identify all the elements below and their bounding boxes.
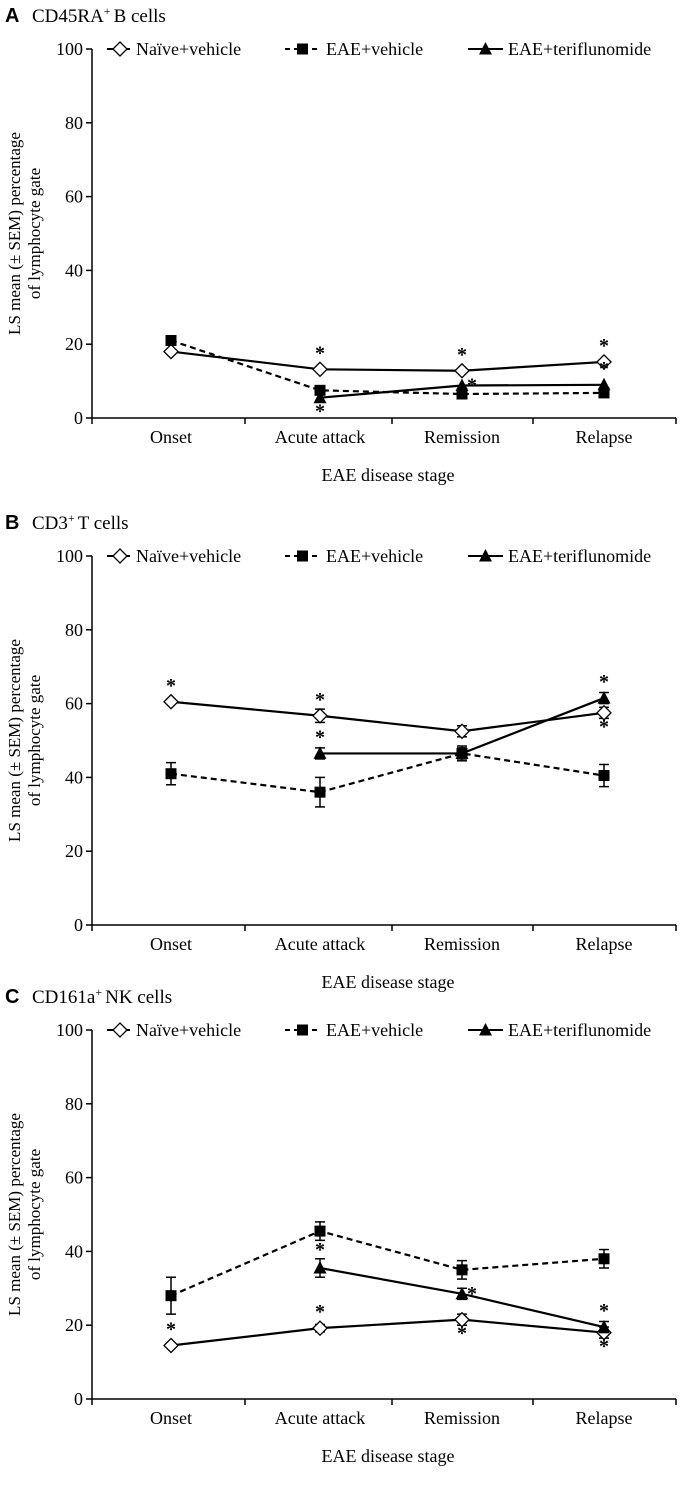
data-point [166, 1290, 177, 1301]
data-point [599, 1253, 610, 1264]
y-tick-label: 40 [65, 767, 83, 788]
series-square [166, 1222, 610, 1314]
y-tick-label: 20 [65, 1315, 83, 1336]
legend-label: Naïve+vehicle [136, 1020, 242, 1040]
panel-title [32, 511, 129, 534]
data-point [314, 1261, 327, 1274]
y-axis-title-line2: of lymphocyte gate [25, 674, 44, 807]
data-point [164, 1338, 178, 1352]
series-diamond [164, 675, 611, 739]
significance-star: * [315, 1238, 325, 1261]
series-line [171, 753, 604, 792]
panel-c [5, 985, 676, 1466]
series-square [166, 335, 610, 400]
significance-star: * [599, 1335, 609, 1358]
legend-label: EAE+vehicle [326, 39, 424, 59]
panel-title-main: CD45RA [32, 6, 104, 27]
significance-star: * [166, 674, 176, 697]
series-diamond [164, 335, 611, 378]
y-tick-label: 100 [56, 546, 83, 566]
panel-title-rest: NK cells [105, 987, 173, 1008]
y-tick-label: 40 [65, 260, 83, 281]
panel-title-main: CD3 [32, 513, 68, 534]
x-tick-label: Relapse [575, 1408, 633, 1428]
significance-star: * [599, 1300, 609, 1323]
y-tick-label: 60 [65, 1167, 83, 1188]
significance-star: * [315, 400, 325, 423]
panel-title-sup: + [95, 985, 103, 999]
series-line [171, 1231, 604, 1296]
series-line [171, 702, 604, 732]
x-tick-label: Relapse [575, 427, 633, 447]
series-diamond [164, 1301, 611, 1357]
series-line [171, 352, 604, 371]
panel-title-main: CD161a [32, 987, 96, 1008]
y-axis-title: LS mean (± SEM) percentage [5, 639, 24, 842]
legend-marker [297, 44, 308, 55]
data-point [313, 709, 327, 723]
significance-star: * [315, 726, 325, 749]
x-axis-title: EAE disease stage [321, 972, 455, 992]
legend-marker [113, 42, 127, 56]
significance-star: * [315, 688, 325, 711]
x-tick-label: Remission [423, 1408, 501, 1428]
x-tick-label: Onset [150, 934, 192, 954]
data-point [599, 770, 610, 781]
panel-title-sup: + [103, 4, 111, 18]
x-tick-label: Acute attack [274, 427, 366, 447]
significance-star: * [315, 342, 325, 365]
data-point [457, 1264, 468, 1275]
significance-star: * [166, 1318, 176, 1341]
data-point [313, 362, 327, 376]
legend-label: EAE+vehicle [326, 546, 424, 566]
data-point [164, 345, 178, 359]
y-tick-label: 80 [65, 619, 83, 640]
data-point [166, 768, 177, 779]
panel-label: B [5, 512, 20, 534]
significance-star: * [599, 357, 609, 380]
panel-title [32, 4, 166, 27]
panel-title-rest: B cells [113, 6, 166, 27]
significance-star: * [467, 1282, 477, 1305]
panel-label: C [5, 986, 20, 1008]
panel-title-rest: T cells [77, 513, 129, 534]
legend-label: Naïve+vehicle [136, 39, 242, 59]
panel-a [5, 4, 676, 485]
y-tick-label: 40 [65, 1241, 83, 1262]
legend-marker [113, 1023, 127, 1037]
y-tick-label: 20 [65, 334, 83, 355]
legend-label: EAE+vehicle [326, 1020, 424, 1040]
x-axis-title: EAE disease stage [321, 1446, 455, 1466]
significance-star: * [457, 343, 467, 366]
x-tick-label: Onset [150, 427, 192, 447]
significance-star: * [457, 1322, 467, 1345]
series-square [166, 746, 610, 807]
data-point [164, 695, 178, 709]
y-axis-title-line2: of lymphocyte gate [25, 1148, 44, 1281]
x-tick-label: Acute attack [274, 934, 366, 954]
data-point [315, 787, 326, 798]
data-point [315, 1226, 326, 1237]
significance-star: * [599, 671, 609, 694]
y-axis-title: LS mean (± SEM) percentage [5, 1113, 24, 1316]
legend-label: Naïve+vehicle [136, 546, 242, 566]
y-axis-title: LS mean (± SEM) percentage [5, 132, 24, 335]
y-tick-label: 80 [65, 112, 83, 133]
x-tick-label: Acute attack [274, 1408, 366, 1428]
legend-label: EAE+teriflunomide [508, 546, 652, 566]
y-tick-label: 100 [56, 1020, 83, 1040]
y-tick-label: 60 [65, 186, 83, 207]
legend-marker [297, 551, 308, 562]
y-tick-label: 0 [74, 915, 83, 935]
data-point [313, 1321, 327, 1335]
legend-label: EAE+teriflunomide [508, 1020, 652, 1040]
y-tick-label: 0 [74, 1389, 83, 1409]
panel-b [5, 511, 676, 992]
y-axis-title-line2: of lymphocyte gate [25, 167, 44, 300]
panel-title-sup: + [67, 511, 75, 525]
legend-marker [113, 549, 127, 563]
significance-star: * [315, 1301, 325, 1324]
y-tick-label: 80 [65, 1093, 83, 1114]
data-point [166, 335, 177, 346]
y-tick-label: 20 [65, 841, 83, 862]
x-tick-label: Relapse [575, 934, 633, 954]
significance-star: * [467, 374, 477, 397]
y-tick-label: 100 [56, 39, 83, 59]
significance-star: * [599, 334, 609, 357]
x-axis-title: EAE disease stage [321, 465, 455, 485]
x-tick-label: Remission [423, 427, 501, 447]
significance-star: * [599, 715, 609, 738]
x-tick-label: Onset [150, 1408, 192, 1428]
legend-label: EAE+teriflunomide [508, 39, 652, 59]
panel-label: A [5, 5, 20, 27]
series-line [171, 1320, 604, 1346]
legend-marker [297, 1025, 308, 1036]
panel-title [32, 985, 172, 1008]
y-tick-label: 60 [65, 693, 83, 714]
x-tick-label: Remission [423, 934, 501, 954]
y-tick-label: 0 [74, 408, 83, 428]
